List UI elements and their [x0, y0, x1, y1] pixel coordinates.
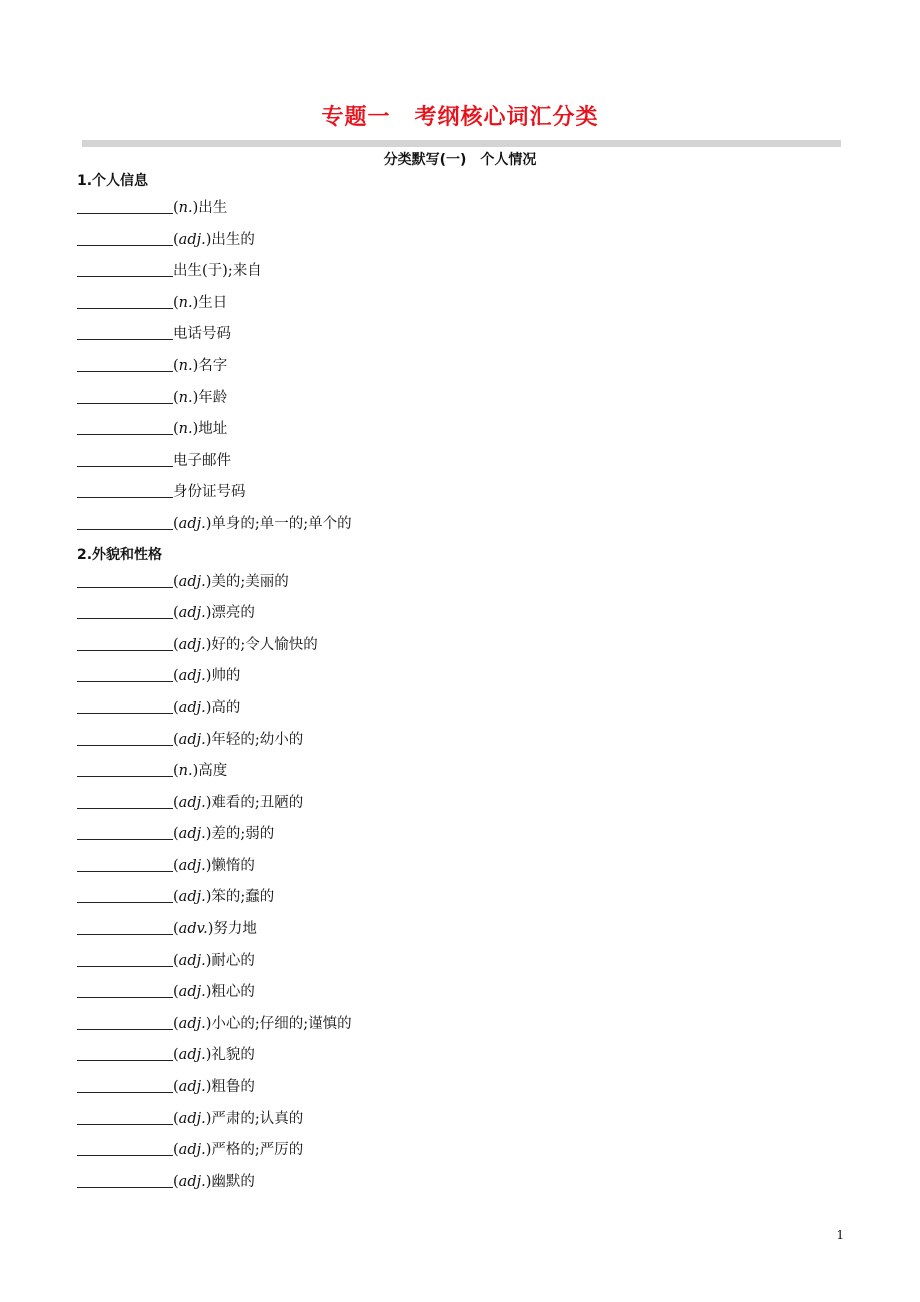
- answer-blank[interactable]: [77, 1076, 173, 1093]
- meaning: 单身的;单一的;单个的: [211, 515, 352, 532]
- vocab-item: [77, 884, 857, 916]
- answer-blank[interactable]: [77, 513, 173, 530]
- vocab-item: [77, 632, 857, 664]
- part-of-speech: adj.: [178, 1110, 206, 1127]
- paren-open: (: [173, 668, 179, 685]
- paren-open: (: [173, 515, 179, 532]
- part-of-speech: adj.: [178, 857, 206, 874]
- meaning: 年龄: [198, 389, 228, 406]
- meaning: 漂亮的: [211, 605, 255, 622]
- paren-close: ): [205, 668, 212, 685]
- vocabulary-content: [77, 171, 857, 1200]
- meaning: 生日: [198, 294, 228, 311]
- answer-blank[interactable]: [77, 418, 173, 435]
- meaning: 懒惰的: [211, 857, 255, 874]
- part-of-speech: adj.: [178, 794, 206, 811]
- paren-open: (: [173, 389, 179, 406]
- paren-open: (: [173, 605, 179, 622]
- vocab-item: [77, 1011, 857, 1043]
- paren-open: (: [173, 731, 179, 748]
- vocab-item: [77, 258, 857, 290]
- meaning: 笨的;蠢的: [211, 889, 275, 906]
- part-of-speech: adj.: [178, 231, 206, 248]
- meaning: 高的: [211, 699, 241, 716]
- vocab-item: [77, 290, 857, 322]
- answer-blank[interactable]: [77, 292, 173, 309]
- answer-blank[interactable]: [77, 886, 173, 903]
- paren-open: (: [173, 636, 179, 653]
- vocab-item: [77, 227, 857, 259]
- meaning: 耐心的: [211, 952, 255, 969]
- answer-blank[interactable]: [77, 1044, 173, 1061]
- meaning: 高度: [198, 763, 228, 780]
- paren-close: ): [205, 857, 212, 874]
- title-subject: 考纲核心词汇分类: [414, 105, 599, 130]
- part-of-speech: n.: [178, 421, 193, 438]
- meaning: 名字: [198, 357, 228, 374]
- answer-blank[interactable]: [77, 950, 173, 967]
- meaning: 好的;令人愉快的: [211, 636, 318, 653]
- meaning: 出生的: [211, 231, 255, 248]
- paren-close: ): [205, 231, 212, 248]
- meaning: 出生(于);来自: [173, 263, 262, 280]
- answer-blank[interactable]: [77, 918, 173, 935]
- vocab-item: [77, 479, 857, 511]
- vocab-item: [77, 727, 857, 759]
- meaning: 难看的;丑陋的: [211, 794, 304, 811]
- answer-blank[interactable]: [77, 1013, 173, 1030]
- answer-blank[interactable]: [77, 855, 173, 872]
- part-of-speech: adj.: [178, 605, 206, 622]
- answer-blank[interactable]: [77, 197, 173, 214]
- part-of-speech: adj.: [178, 699, 206, 716]
- answer-blank[interactable]: [77, 634, 173, 651]
- section-subtitle: [0, 149, 920, 169]
- meaning: 努力地: [213, 921, 257, 938]
- answer-blank[interactable]: [77, 481, 173, 498]
- answer-blank[interactable]: [77, 450, 173, 467]
- paren-close: ): [207, 921, 214, 938]
- answer-blank[interactable]: [77, 355, 173, 372]
- paren-close: ): [192, 357, 199, 374]
- vocab-item: [77, 758, 857, 790]
- paren-open: (: [173, 1173, 179, 1190]
- answer-blank[interactable]: [77, 571, 173, 588]
- vocab-item: [77, 695, 857, 727]
- paren-close: ): [192, 763, 199, 780]
- vocab-item: [77, 790, 857, 822]
- meaning: 差的;弱的: [211, 826, 275, 843]
- part-of-speech: adj.: [178, 1079, 206, 1096]
- answer-blank[interactable]: [77, 387, 173, 404]
- vocab-item: [77, 195, 857, 227]
- meaning: 身份证号码: [173, 484, 246, 501]
- paren-close: ): [205, 1015, 212, 1032]
- section-heading: 1.个人信息: [77, 173, 149, 189]
- part-of-speech: n.: [178, 389, 193, 406]
- answer-blank[interactable]: [77, 665, 173, 682]
- meaning: 年轻的;幼小的: [211, 731, 304, 748]
- paren-close: ): [192, 294, 199, 311]
- paren-open: (: [173, 1015, 179, 1032]
- vocab-item: [77, 353, 857, 385]
- vocab-item: [77, 979, 857, 1011]
- meaning: 严格的;严厉的: [211, 1142, 304, 1159]
- paren-open: (: [173, 826, 179, 843]
- paren-open: (: [173, 357, 179, 374]
- meaning: 帅的: [211, 668, 241, 685]
- answer-blank[interactable]: [77, 729, 173, 746]
- part-of-speech: adv.: [178, 921, 208, 938]
- paren-open: (: [173, 763, 179, 780]
- paren-close: ): [205, 1079, 212, 1096]
- answer-blank[interactable]: [77, 792, 173, 809]
- part-of-speech: adj.: [178, 826, 206, 843]
- vocab-item: [77, 321, 857, 353]
- paren-open: (: [173, 699, 179, 716]
- vocab-item: [77, 569, 857, 601]
- paren-close: ): [205, 1110, 212, 1127]
- paren-close: ): [205, 984, 212, 1001]
- paren-close: ): [205, 1173, 212, 1190]
- paren-open: (: [173, 794, 179, 811]
- paren-close: ): [205, 1142, 212, 1159]
- vocab-item: [77, 1169, 857, 1201]
- paren-open: (: [173, 1110, 179, 1127]
- part-of-speech: adj.: [178, 952, 206, 969]
- answer-blank[interactable]: [77, 602, 173, 619]
- answer-blank[interactable]: [77, 1171, 173, 1188]
- meaning: 幽默的: [211, 1173, 255, 1190]
- paren-close: ): [205, 952, 212, 969]
- paren-open: (: [173, 889, 179, 906]
- paren-close: ): [205, 636, 212, 653]
- paren-open: (: [173, 1079, 179, 1096]
- meaning: 出生: [198, 200, 228, 216]
- meaning: 粗心的: [211, 984, 255, 1001]
- part-of-speech: adj.: [178, 1047, 206, 1064]
- paren-open: (: [173, 857, 179, 874]
- vocab-item: [77, 1106, 857, 1138]
- paren-close: ): [205, 889, 212, 906]
- part-of-speech: n.: [178, 357, 193, 374]
- part-of-speech: adj.: [178, 668, 206, 685]
- part-of-speech: n.: [178, 294, 193, 311]
- paren-close: ): [205, 731, 212, 748]
- meaning: 地址: [198, 421, 228, 438]
- title-topic: 专题一: [321, 105, 391, 130]
- paren-close: ): [205, 1047, 212, 1064]
- paren-close: ): [205, 515, 212, 532]
- part-of-speech: adj.: [178, 731, 206, 748]
- answer-blank[interactable]: [77, 260, 173, 277]
- subtitle-category: 分类默写(一): [383, 152, 467, 168]
- vocab-item: [77, 853, 857, 885]
- subtitle-topic: 个人情况: [480, 152, 537, 168]
- paren-close: ): [205, 573, 212, 590]
- part-of-speech: adj.: [178, 984, 206, 1001]
- meaning: 小心的;仔细的;谨慎的: [211, 1015, 352, 1032]
- paren-close: ): [205, 794, 212, 811]
- meaning: 电子邮件: [173, 452, 231, 469]
- vocab-item: [77, 511, 857, 543]
- part-of-speech: n.: [178, 763, 193, 780]
- answer-blank[interactable]: [77, 981, 173, 998]
- vocab-item: [77, 600, 857, 632]
- paren-close: ): [205, 605, 212, 622]
- answer-blank[interactable]: [77, 823, 173, 840]
- part-of-speech: adj.: [178, 1015, 206, 1032]
- answer-blank[interactable]: [77, 229, 173, 246]
- answer-blank[interactable]: [77, 760, 173, 777]
- paren-open: (: [173, 231, 179, 248]
- vocab-item: [77, 821, 857, 853]
- vocab-item: [77, 948, 857, 980]
- vocab-item: [77, 385, 857, 417]
- vocab-item: [77, 416, 857, 448]
- section-heading: 2.外貌和性格: [77, 546, 163, 563]
- meaning: 粗鲁的: [211, 1079, 255, 1096]
- paren-open: (: [173, 921, 179, 938]
- meaning: 严肃的;认真的: [211, 1110, 304, 1127]
- paren-close: ): [205, 826, 212, 843]
- paren-close: ): [192, 421, 199, 438]
- paren-open: (: [173, 952, 179, 969]
- vocab-item: [77, 916, 857, 948]
- paren-open: (: [173, 294, 179, 311]
- vocab-item: [77, 1042, 857, 1074]
- meaning: 电话号码: [173, 326, 231, 343]
- paren-open: (: [173, 1142, 179, 1159]
- part-of-speech: adj.: [178, 889, 206, 906]
- part-of-speech: adj.: [178, 636, 206, 653]
- part-of-speech: n.: [178, 200, 193, 216]
- page-title: [0, 100, 920, 131]
- part-of-speech: adj.: [178, 1142, 206, 1159]
- meaning: 美的;美丽的: [211, 573, 289, 590]
- vocab-item: [77, 1137, 857, 1169]
- meaning: 礼貌的: [211, 1047, 255, 1064]
- paren-close: ): [192, 389, 199, 406]
- answer-blank[interactable]: [77, 323, 173, 340]
- page-number: 1: [836, 1228, 844, 1242]
- vocab-item: [77, 448, 857, 480]
- vocab-item: [77, 663, 857, 695]
- paren-open: (: [173, 984, 179, 1001]
- paren-close: ): [205, 699, 212, 716]
- paren-open: (: [173, 573, 179, 590]
- paren-close: ): [192, 200, 199, 216]
- answer-blank[interactable]: [77, 1139, 173, 1156]
- part-of-speech: adj.: [178, 515, 206, 532]
- paren-open: (: [173, 421, 179, 438]
- paren-open: (: [173, 200, 179, 216]
- vocab-item: [77, 1074, 857, 1106]
- part-of-speech: adj.: [178, 1173, 206, 1190]
- answer-blank[interactable]: [77, 1108, 173, 1125]
- paren-open: (: [173, 1047, 179, 1064]
- answer-blank[interactable]: [77, 697, 173, 714]
- part-of-speech: adj.: [178, 573, 206, 590]
- title-divider: [82, 140, 841, 147]
